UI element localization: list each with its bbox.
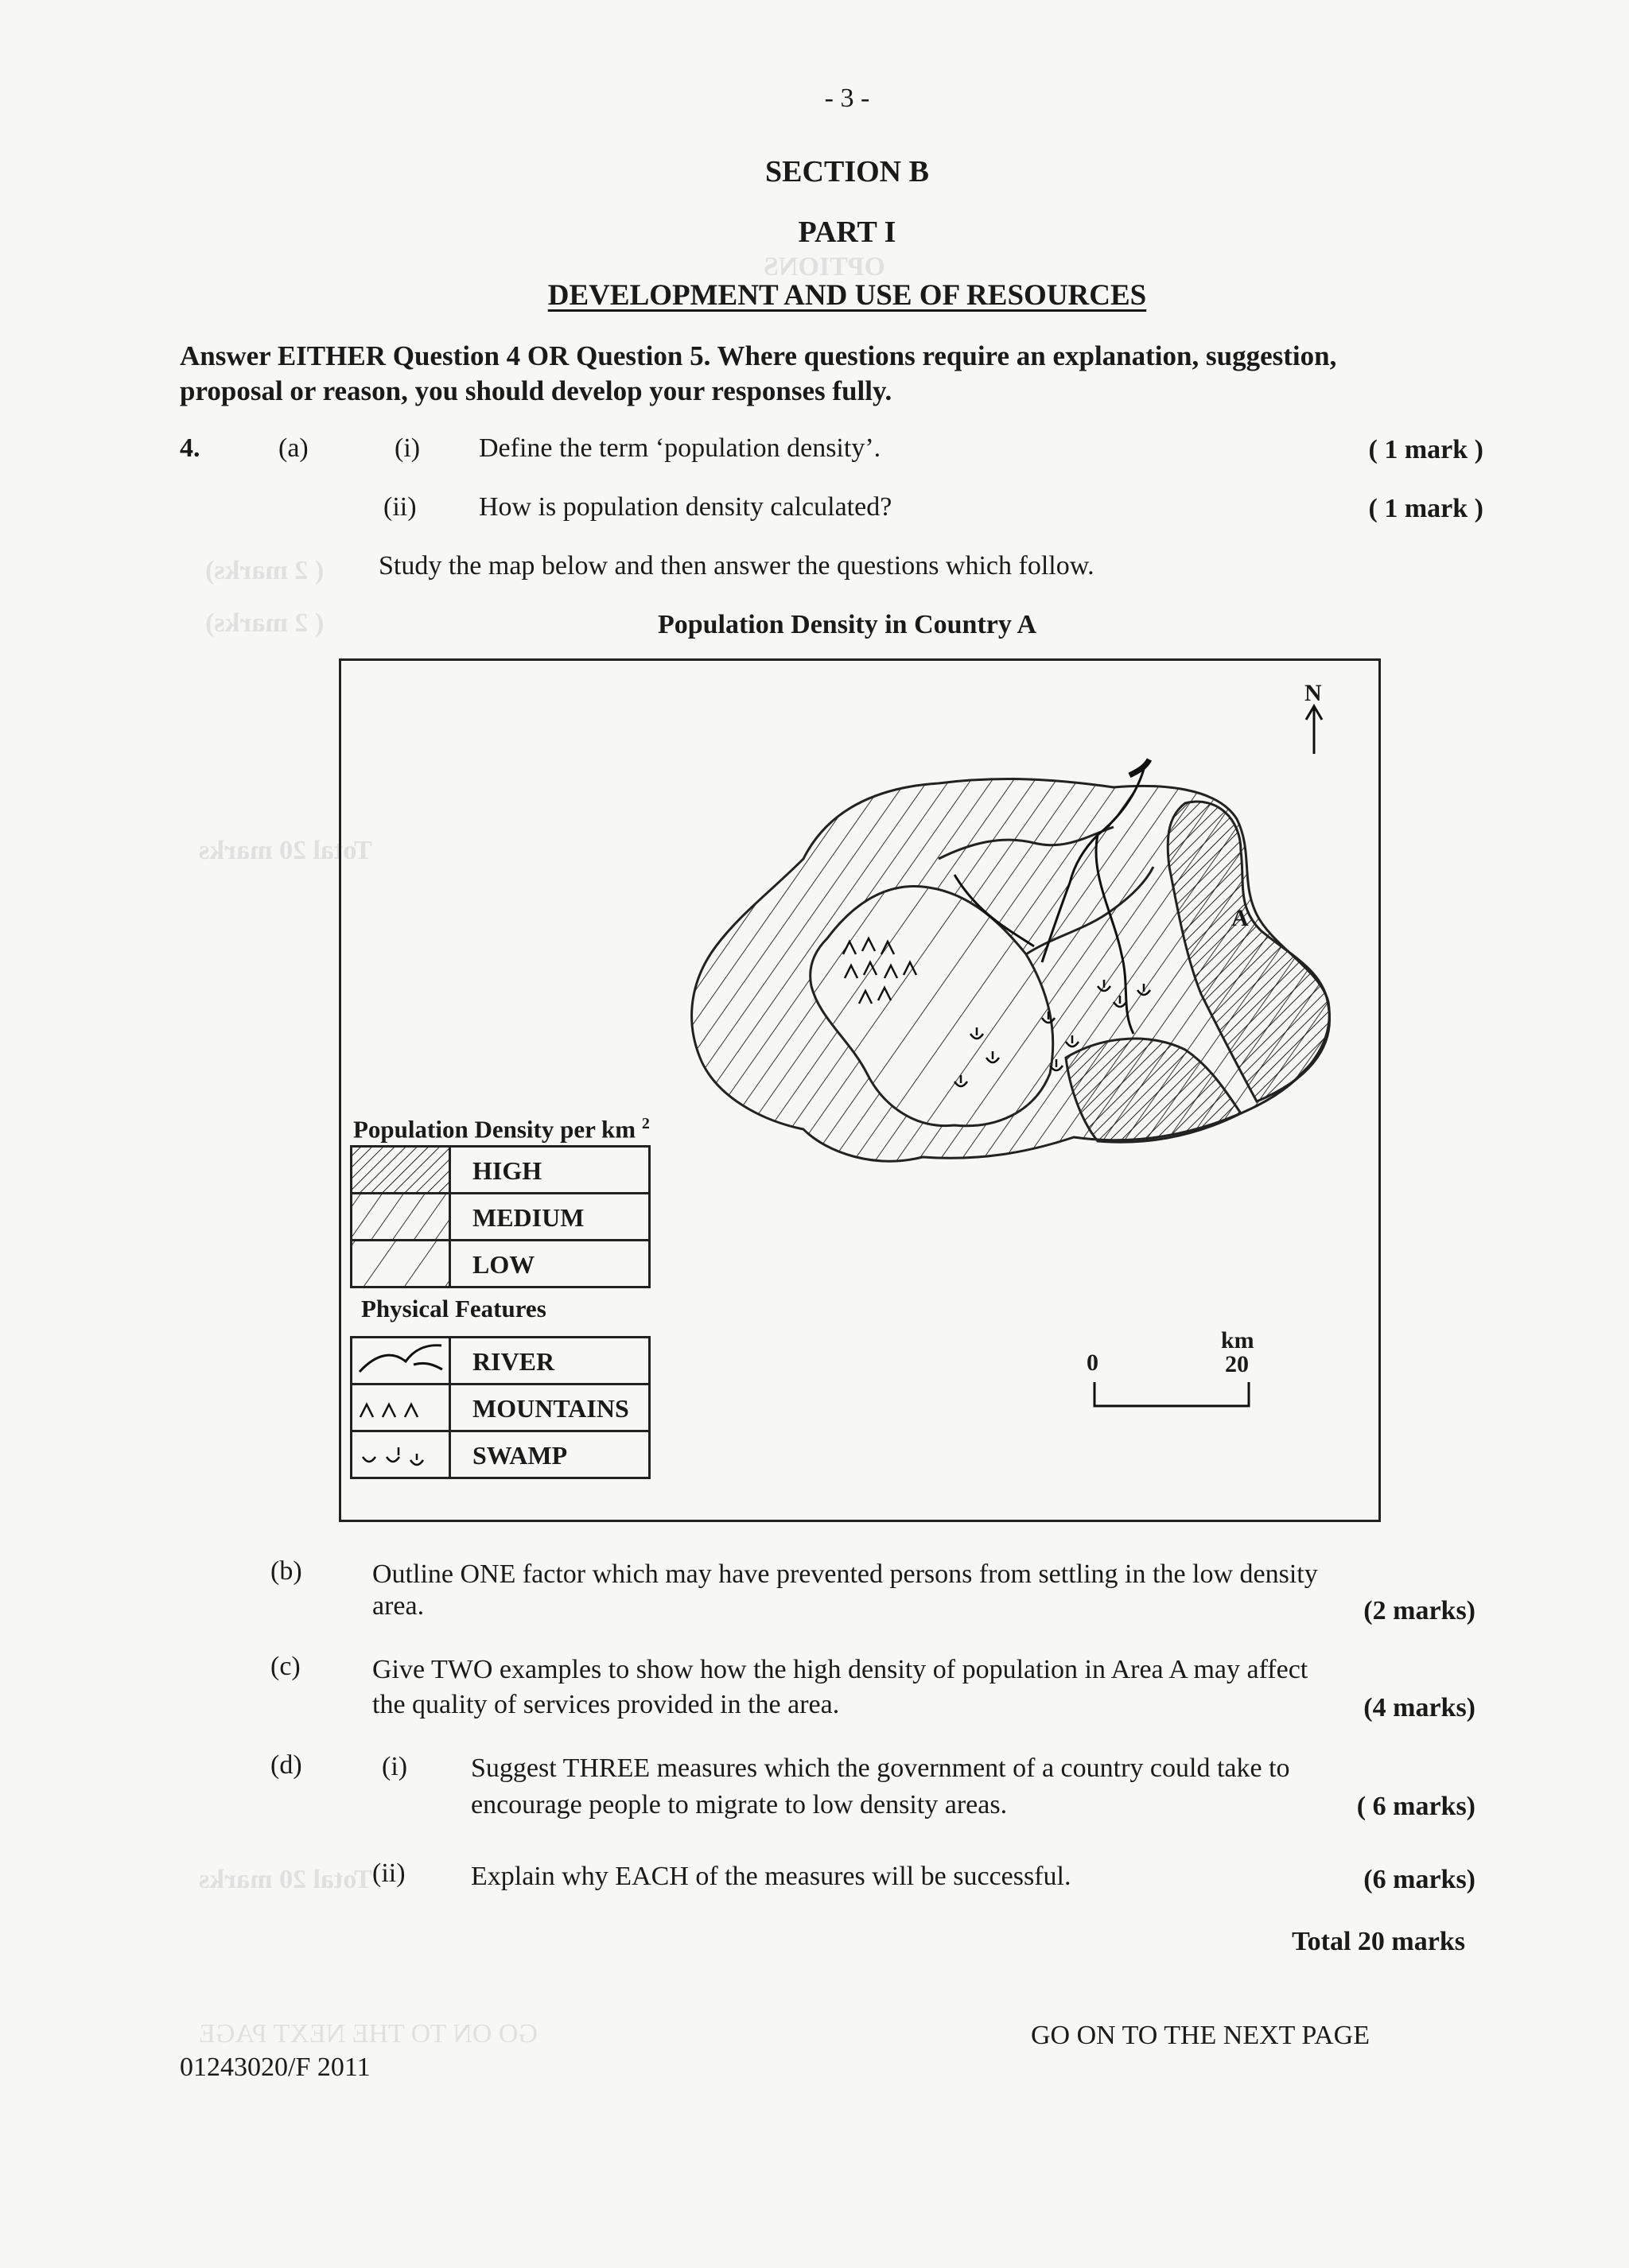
show-through-text: OPTIONS	[764, 252, 886, 282]
north-label: N	[1304, 680, 1322, 706]
part-d-label: (d)	[270, 1750, 302, 1780]
part-d-ii-text: Explain why EACH of the measures will be successful.	[471, 1862, 1071, 1891]
part-a-i-marks: ( 1 mark )	[1368, 435, 1483, 464]
legend-river-label: RIVER	[472, 1347, 555, 1376]
part-d-i-text-line-1: Suggest THREE measures which the government of a country could take to	[471, 1753, 1290, 1783]
part-a-i-label: (i)	[395, 433, 421, 463]
legend-density-title: Population Density per km $^2$	[353, 1115, 650, 1144]
show-through-text: GO ON TO THE NEXT PAGE	[199, 2019, 538, 2049]
scale-start: 0	[1087, 1350, 1098, 1376]
scale-end: 20	[1225, 1351, 1249, 1377]
part-c-marks: (4 marks)	[1363, 1693, 1475, 1722]
part-c-text-line-2: the quality of services provided in the area.	[372, 1690, 840, 1719]
area-a-label: A	[1231, 905, 1249, 931]
part-b-text-line-1: Outline ONE factor which may have prevented persons from settling in the low density	[372, 1559, 1318, 1589]
scale-unit: km	[1221, 1327, 1254, 1353]
show-through-text: Total 20 marks	[199, 1865, 372, 1894]
part-d-ii-marks: (6 marks)	[1363, 1865, 1475, 1894]
part-d-i-label: (i)	[382, 1752, 408, 1781]
show-through-text: ( 2 marks)	[205, 556, 325, 585]
instruction-line-1: Answer EITHER Question 4 OR Question 5. Where questions require an explanation, suggestion,	[180, 340, 1337, 371]
part-b-label: (b)	[270, 1556, 302, 1586]
part-heading: PART I	[798, 216, 896, 249]
map-title: Population Density in Country A	[657, 610, 1037, 639]
show-through-text: ( 2 marks)	[205, 608, 325, 638]
part-b-text-line-2: area.	[372, 1591, 425, 1621]
page-number: - 3 -	[824, 83, 870, 113]
instruction-line-2: proposal or reason, you should develop your responses fully.	[180, 375, 892, 406]
part-d-i-marks: ( 6 marks)	[1356, 1792, 1475, 1821]
study-instruction: Study the map below and then answer the questions which follow.	[379, 551, 1094, 581]
part-c-label: (c)	[270, 1652, 301, 1681]
north-arrow	[1306, 706, 1322, 754]
legend-swamp-label: SWAMP	[472, 1441, 568, 1470]
part-a-ii-label: (ii)	[383, 492, 417, 522]
legend-medium-label: MEDIUM	[472, 1203, 585, 1232]
part-a-ii-marks: ( 1 mark )	[1368, 494, 1483, 523]
scale-bar	[1094, 1382, 1249, 1406]
part-d-ii-label: (ii)	[372, 1858, 406, 1888]
next-page-notice: GO ON TO THE NEXT PAGE	[1031, 2021, 1370, 2050]
part-a-i-text: Define the term ‘population density’.	[479, 433, 881, 463]
part-b-marks: (2 marks)	[1363, 1596, 1475, 1625]
total-marks: Total 20 marks	[1292, 1927, 1465, 1956]
part-d-i-text-line-2: encourage people to migrate to low density areas.	[471, 1790, 1008, 1819]
part-c-text-line-1: Give TWO examples to show how the high density of population in Area A may affect	[372, 1655, 1308, 1684]
legend-mountains-label: MOUNTAINS	[472, 1394, 629, 1423]
legend-low-label: LOW	[472, 1250, 535, 1279]
part-a-ii-text: How is population density calculated?	[479, 492, 892, 522]
legend-high-label: HIGH	[472, 1156, 542, 1185]
section-heading: SECTION B	[765, 155, 929, 188]
legend-physical-title: Physical Features	[361, 1295, 546, 1322]
paper-code: 01243020/F 2011	[180, 2052, 371, 2082]
show-through-text: Total 20 marks	[199, 836, 372, 865]
page-title: DEVELOPMENT AND USE OF RESOURCES	[547, 279, 1147, 312]
part-a-label: (a)	[278, 433, 309, 463]
question-number: 4.	[180, 433, 200, 463]
